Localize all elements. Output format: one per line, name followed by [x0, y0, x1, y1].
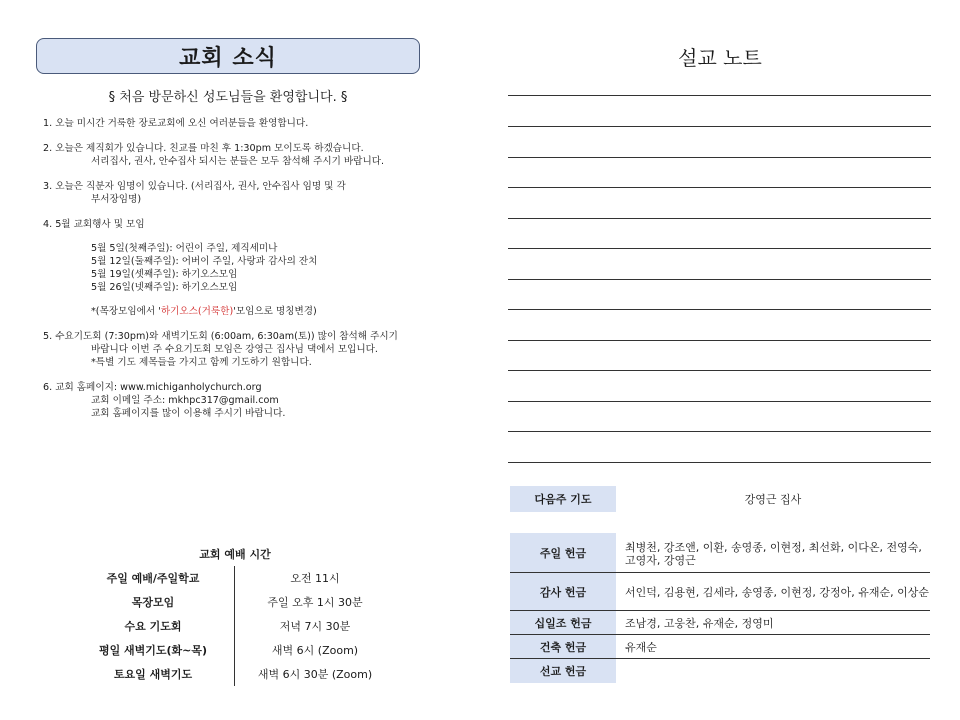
prayer-label: 다음주 기도 — [510, 486, 616, 512]
notice-6 — [43, 381, 443, 420]
offering-row — [510, 659, 930, 683]
worship-times-title: 교회 예배 시간 — [199, 548, 271, 561]
note-line — [508, 340, 931, 341]
note-line — [508, 309, 931, 310]
schedule-note-pre: *(목장모임에서 ' — [91, 306, 161, 317]
notice-2 — [43, 142, 443, 168]
notice-6-homepage: 6. 교회 홈페이지: www.michiganholychurch.org — [43, 382, 262, 393]
table-row — [72, 566, 395, 590]
offering-label: 감사 헌금 — [510, 573, 616, 610]
table-row — [72, 614, 395, 638]
schedule-item: 5월 12일(둘째주일): 어버이 주일, 사랑과 감사의 잔치 — [91, 256, 318, 267]
note-line — [508, 370, 931, 371]
offering-row — [510, 533, 930, 573]
notice-6-line3: 교회 홈페이지를 많이 이용해 주시기 바랍니다. — [91, 408, 286, 419]
offering-label: 주일 헌금 — [510, 533, 616, 572]
offering-label: 십일조 헌금 — [510, 611, 616, 634]
note-line — [508, 401, 931, 402]
worship-time: 주일 오후 1시 30분 — [267, 596, 363, 609]
notice-4-title: 4. 5월 교회행사 및 모임 — [43, 219, 145, 230]
worship-name: 토요일 새벽기도 — [72, 662, 235, 686]
note-line — [508, 279, 931, 280]
sermon-notes-title: 설교 노트 — [678, 46, 762, 70]
note-line — [508, 187, 931, 188]
next-week-prayer — [510, 486, 930, 512]
offering-names — [616, 659, 930, 683]
schedule-note — [43, 305, 443, 318]
offering-row — [510, 635, 930, 659]
table-row — [72, 662, 395, 686]
worship-time: 오전 11시 — [290, 572, 340, 585]
worship-time: 새벽 6시 30분 (Zoom) — [257, 668, 373, 681]
worship-time: 새벽 6시 (Zoom) — [271, 644, 359, 657]
offering-names: 유재순 — [625, 641, 657, 654]
offering-names: 서인덕, 김용현, 김세라, 송영종, 이현정, 강정아, 유재순, 이상순 — [625, 586, 929, 599]
notice-2-line2: 서리집사, 권사, 안수집사 되시는 분들은 모두 참석해 주시기 바랍니다. — [91, 156, 385, 167]
notice-list — [43, 117, 443, 432]
offering-label: 건축 헌금 — [510, 635, 616, 658]
schedule-note-post: '모임으로 명칭변경) — [233, 306, 317, 317]
schedule-note-highlight: 하기오스(거룩한) — [160, 306, 234, 317]
note-line — [508, 248, 931, 249]
offering-row — [510, 573, 930, 611]
offering-label: 선교 헌금 — [510, 659, 616, 683]
note-line — [508, 157, 931, 158]
worship-time: 저녁 7시 30분 — [279, 620, 351, 633]
welcome-message: § 처음 방문하신 성도님들을 환영합니다. § — [108, 90, 348, 105]
worship-name: 수요 기도회 — [72, 614, 235, 638]
notice-4 — [43, 218, 443, 318]
note-line — [508, 95, 931, 96]
notice-6-email: 교회 이메일 주소: mkhpc317@gmail.com — [91, 395, 279, 406]
prayer-name: 강영근 집사 — [744, 493, 802, 506]
offering-names: 조남경, 고웅찬, 유재순, 정영미 — [625, 617, 774, 630]
worship-name: 평일 새벽기도(화~목) — [72, 638, 235, 662]
notice-5-line3: *특별 기도 제목들을 가지고 함께 기도하기 원합니다. — [91, 357, 312, 368]
schedule-item: 5월 19일(셋째주일): 하기오스모임 — [91, 269, 238, 280]
notice-1 — [43, 117, 443, 130]
offering-row — [510, 611, 930, 635]
notice-3 — [43, 180, 443, 206]
table-row — [72, 590, 395, 614]
schedule-item: 5월 5일(첫째주일): 어린이 주일, 제직세미나 — [91, 243, 278, 254]
note-line — [508, 462, 931, 463]
church-news-title: 교회 소식 — [36, 38, 420, 74]
worship-name: 목장모임 — [72, 590, 235, 614]
note-line — [508, 126, 931, 127]
worship-name: 주일 예배/주일학교 — [72, 566, 235, 590]
worship-times-table — [72, 566, 395, 686]
notice-5 — [43, 330, 443, 369]
notice-3-line1: 3. 오늘은 직분자 임명이 있습니다. (서리집사, 권사, 안수집사 임명 및 각 — [43, 181, 346, 192]
table-row — [72, 638, 395, 662]
offering-names: 최병천, 강조앤, 이환, 송영종, 이현정, 최선화, 이다온, 전영숙, 고영자, 강영근 — [625, 540, 922, 567]
note-line — [508, 431, 931, 432]
notice-1-text: 1. 오늘 미시간 거룩한 장로교회에 오신 여러분들을 환영합니다. — [43, 118, 309, 129]
notice-5-line1: 5. 수요기도회 (7:30pm)와 새벽기도회 (6:00am, 6:30am(토)) 많이 참석해 주시기 — [43, 331, 398, 342]
notice-5-line2: 바랍니다 이번 주 수요기도회 모임은 강영근 집사님 댁에서 모입니다. — [91, 344, 378, 355]
notice-2-line1: 2. 오늘은 제직회가 있습니다. 친교를 마친 후 1:30pm 모이도록 하겠습니다. — [43, 143, 364, 154]
notice-3-line2: 부서장임명) — [91, 194, 142, 205]
schedule-item: 5월 26일(넷째주일): 하기오스모임 — [91, 282, 238, 293]
note-line — [508, 218, 931, 219]
